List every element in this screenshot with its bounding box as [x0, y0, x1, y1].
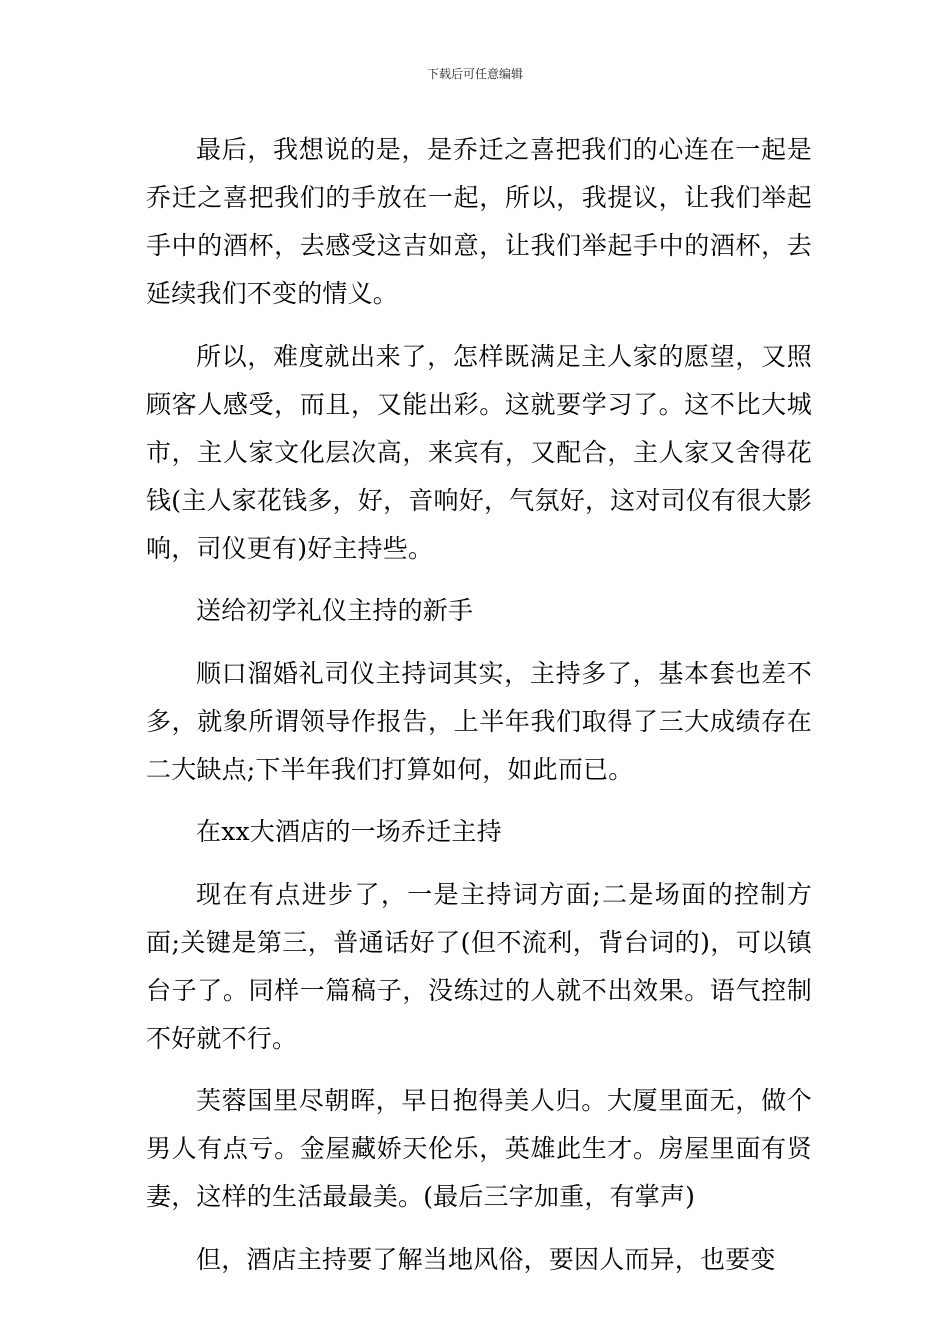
paragraph: 现在有点进步了，一是主持词方面;二是场面的控制方面;关键是第三，普通话好了(但不流利，背台词的)，可以镇台子了。同样一篇稿子，没练过的人就不出效果。语气控制不好就不行。 [146, 879, 812, 1053]
paragraph: 顺口溜婚礼司仪主持词其实，主持多了，基本套也差不多，就象所谓领导作报告，上半年我们取得了三大成绩存在二大缺点;下半年我们打算如何，如此而已。 [146, 658, 812, 784]
paragraph: 送给初学礼仪主持的新手 [196, 596, 474, 625]
paragraph: 最后，我想说的是，是乔迁之喜把我们的心连在一起是乔迁之喜把我们的手放在一起，所以，我提议，让我们举起手中的酒杯，去感受这吉如意，让我们举起手中的酒杯，去延续我们不变的情义。 [146, 135, 812, 308]
paragraph: 在xx大酒店的一场乔迁主持 [196, 817, 502, 846]
document-body [146, 126, 812, 1298]
paragraph: 但，酒店主持要了解当地风俗，要因人而异，也要变 [196, 1244, 776, 1274]
paragraph: 所以，难度就出来了，怎样既满足主人家的愿望，又照顾客人感受，而且，又能出彩。这就要学习了。这不比大城市，主人家文化层次高，来宾有，又配合，主人家又舍得花钱(主人家花钱多，好，音响好，气氛好，这对司仪有很大影响，司仪更有)好主持些。 [146, 341, 812, 563]
page-header: 下载后可任意编辑 [426, 67, 523, 81]
paragraph: 芙蓉国里尽朝晖，早日抱得美人归。大厦里面无，做个男人有点亏。金屋藏娇天伦乐，英雄此生才。房屋里面有贤妻，这样的生活最最美。(最后三字加重，有掌声) [146, 1086, 812, 1211]
